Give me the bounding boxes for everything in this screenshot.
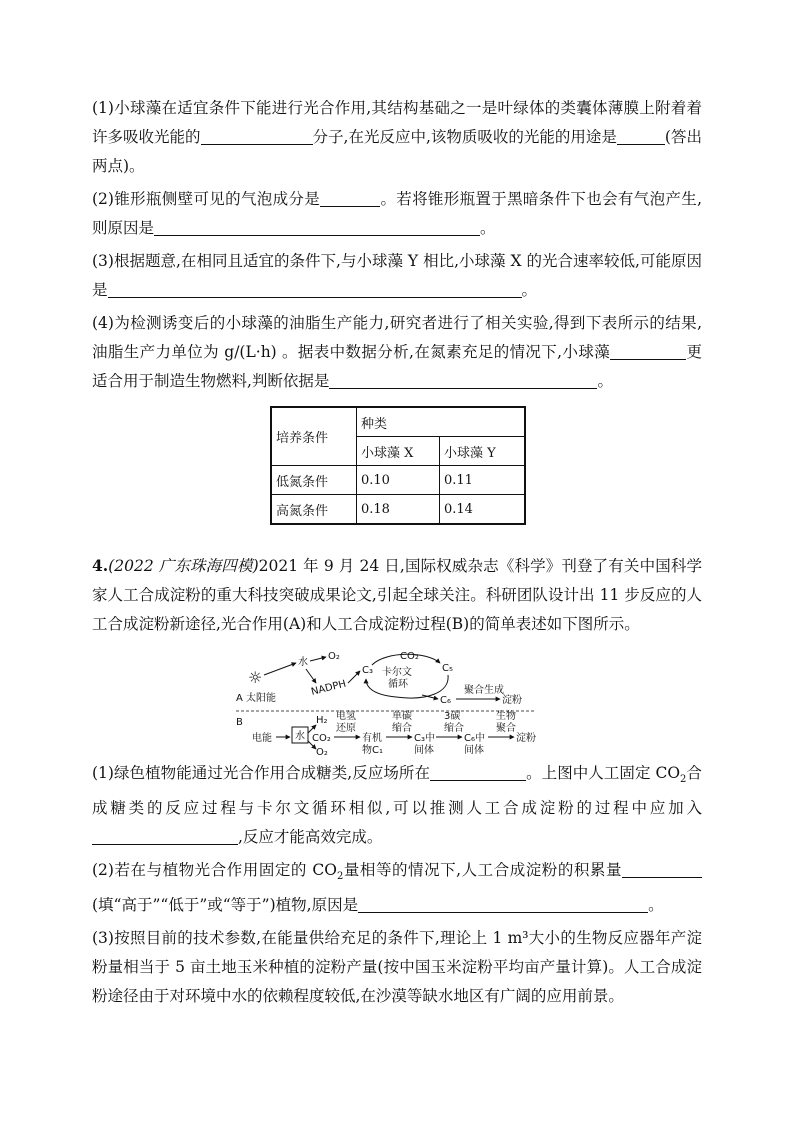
table-header-y: 小球藻 Y — [440, 437, 526, 466]
water-box-label: 水 — [295, 731, 305, 742]
arrow — [348, 671, 360, 683]
page — [92, 94, 702, 1011]
sun-icon: ☼ — [248, 668, 263, 687]
q3-part1 — [92, 94, 702, 181]
arrow — [308, 725, 316, 733]
arrow — [264, 663, 296, 675]
co2-label: CO₂ — [400, 651, 419, 662]
one-carbon-label-2: 缩合 — [392, 723, 412, 734]
o2-label: O₂ — [328, 651, 340, 662]
q4-part1-text-b: 。上图中人工固定 CO — [526, 764, 681, 782]
arrow — [310, 657, 326, 661]
q4-part1 — [92, 759, 702, 852]
three-carbon-label-1: 3碳 — [444, 711, 461, 722]
c3-mid-label-1: C₃中 — [414, 733, 435, 744]
subscript: 2 — [680, 774, 687, 786]
q3-part2-text-b: 。若将锥形瓶置于黑暗条件下也会有气泡产生,则原因是 — [92, 190, 702, 237]
table-header-species: 种类 — [357, 407, 526, 437]
q3-part2-text-a: (2)锥形瓶侧壁可见的气泡成分是 — [92, 190, 321, 208]
reduce-label-1: 电氢 — [336, 711, 356, 722]
organic-label-2: 物C₁ — [362, 745, 383, 756]
polymer-label: 聚合生成 — [464, 685, 504, 696]
c3-mid-label-2: 间体 — [414, 745, 434, 756]
b-o2-label: O₂ — [316, 747, 328, 757]
table-header-x: 小球藻 X — [357, 437, 440, 466]
answer-blank[interactable] — [154, 219, 480, 236]
q3-part4-text-c: 。 — [597, 372, 613, 390]
answer-blank[interactable] — [201, 128, 313, 145]
table-cell-label: 低氮条件 — [271, 466, 357, 495]
c6-label: C₆ — [440, 695, 451, 706]
starch-synthesis-diagram — [236, 649, 546, 757]
bio-label-2: 聚合 — [496, 723, 516, 734]
calvin-label-1: 卡尔文 — [382, 667, 412, 678]
q3-part3 — [92, 247, 702, 305]
table-cell-label: 高氮条件 — [271, 495, 357, 525]
table-cell: 0.10 — [357, 466, 440, 495]
c3-label: C₃ — [362, 665, 373, 676]
reduce-label-2: 还原 — [336, 723, 356, 734]
q4-part2-text-c: (填“高于”“低于”或“等于”)植物,原因是 — [92, 896, 359, 915]
answer-blank[interactable] — [320, 190, 380, 207]
q3-part4-text-b: 更适合用于制造生物燃料,判断依据是 — [92, 343, 702, 390]
c6-mid-label-2: 间体 — [464, 745, 484, 756]
q3-part4-text-a: (4)为检测诱变后的小球藻的油脂生产能力,研究者进行了相关实验,得到下表所示的结果,油脂生产力单位为 g/(L·h) 。据表中数据分析,在氮素充足的情况下,小球藻 — [92, 314, 702, 361]
table-header-row — [271, 407, 525, 437]
q3-part2 — [92, 185, 702, 243]
q3-part3-text-b: 。 — [521, 281, 538, 299]
starch-label-a: 淀粉 — [502, 695, 522, 706]
one-carbon-label-1: 单碳 — [392, 711, 412, 722]
answer-blank[interactable] — [610, 343, 686, 360]
oil-productivity-table — [270, 406, 526, 525]
answer-blank[interactable] — [622, 861, 702, 878]
label-b: B — [236, 717, 243, 728]
q3-part1-text-a: (1)小球藻在适宜条件下能进行光合作用,其结构基础之一是叶绿体的类囊体薄膜上附着着许多吸收光能的 — [92, 99, 702, 146]
organic-label-1: 有机 — [362, 733, 382, 744]
subscript: 2 — [336, 871, 344, 883]
calvin-label-2: 循环 — [388, 679, 408, 690]
table-cell: 0.14 — [440, 495, 526, 525]
table-header-condition: 培养条件 — [271, 407, 357, 466]
label-a-solar: A 太阳能 — [236, 693, 277, 704]
question-number: 4. — [92, 556, 109, 575]
q4-intro-text: 2021 年 9 月 24 日,国际权威杂志《科学》刊登了有关中国科学家人工合成淀粉的重大科技突破成果论文,引起全球关注。科研团队设计出 11 步反应的人工合成淀粉新途径,光合作用(A)和人工合成淀粉过程(B)的简单表述如下图所示。 — [92, 557, 702, 633]
q4-part3: (3)按照目前的技术参数,在能量供给充足的条件下,理论上 1 m³大小的生物反应器年产淀粉量相当于 5 亩土地玉米种植的淀粉产量(按中国玉米淀粉平均亩产量计算)。人工合成淀粉途径由于对环境中水的依赖程度较低,在沙漠等缺水地区有广阔的应用前景。 — [92, 929, 702, 1006]
q3-part2-text-c: 。 — [480, 219, 496, 237]
answer-blank[interactable] — [108, 281, 522, 298]
answer-blank[interactable] — [92, 828, 238, 845]
q4-intro — [92, 551, 702, 639]
table-row — [271, 495, 525, 525]
b-co2-label: CO₂ — [312, 733, 331, 744]
answer-blank[interactable] — [329, 372, 597, 389]
starch-label-b: 淀粉 — [516, 733, 536, 744]
q3-part1-text-b: 分子,在光反应中,该物质吸收的光能的用途是 — [312, 128, 617, 146]
question-source: (2022 广东珠海四模) — [108, 557, 259, 575]
three-carbon-label-2: 缩合 — [444, 723, 464, 734]
q3-part1-text-c: (答出两点)。 — [92, 128, 702, 175]
c5-label: C₅ — [442, 663, 453, 674]
c6-mid-label-1: C₆中 — [464, 733, 485, 744]
h2-label: H₂ — [316, 715, 328, 726]
q4-part2 — [92, 856, 702, 920]
q4-part2-text-d: 。 — [648, 896, 664, 915]
q4-part2-text-b: 量相等的情况下,人工合成淀粉的积累量 — [343, 861, 622, 880]
q4-part2-text-a: (2)若在与植物光合作用固定的 CO — [92, 861, 337, 880]
water-label: 水 — [298, 657, 308, 668]
answer-blank[interactable] — [358, 896, 648, 913]
electric-label: 电能 — [252, 733, 272, 744]
q3-part3-text-a: (3)根据题意,在相同且适宜的条件下,与小球藻 Y 相比,小球藻 X 的光合速率较低,可能原因是 — [92, 252, 702, 299]
q4-part1-text-a: (1)绿色植物能通过光合作用合成糖类,反应场所在 — [92, 764, 431, 782]
nadph-label: NADPH — [310, 678, 348, 698]
q4-part1-text-d: ,反应才能高效完成。 — [238, 828, 383, 847]
table-row — [271, 466, 525, 495]
table-cell: 0.11 — [440, 466, 526, 495]
q3-part4 — [92, 309, 702, 396]
bio-label-1: 生物 — [496, 711, 516, 722]
answer-blank[interactable] — [617, 128, 665, 145]
q4-part1-text-c: 合成糖类的反应过程与卡尔文循环相似,可以推测人工合成淀粉的过程中应加入 — [92, 764, 702, 818]
answer-blank[interactable] — [430, 764, 526, 781]
arrow — [306, 669, 316, 683]
table-cell: 0.18 — [357, 495, 440, 525]
